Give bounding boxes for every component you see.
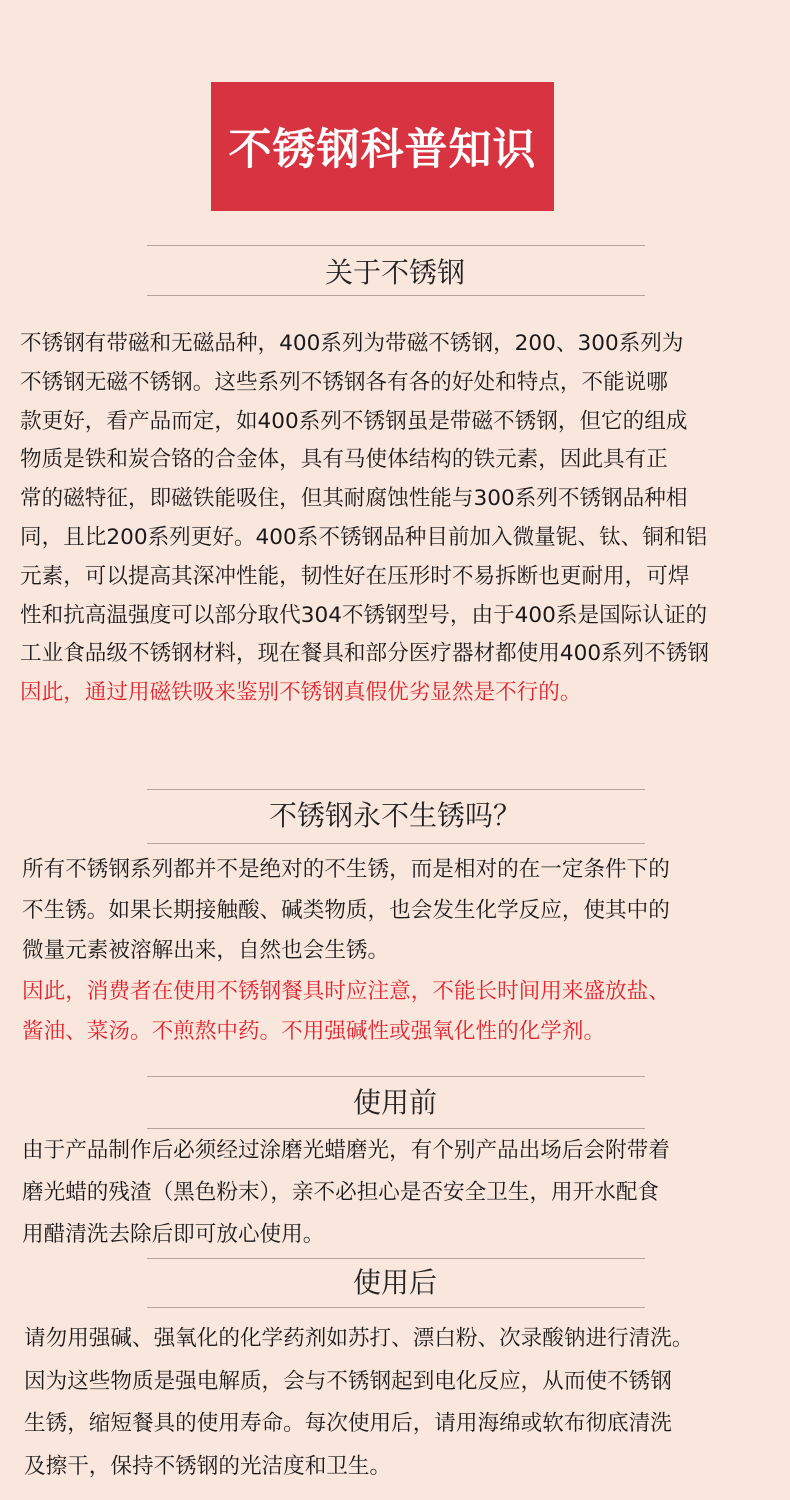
text-line: 性和抗高温强度可以部分取代304不锈钢型号，由于400系是国际认证的: [20, 602, 708, 628]
divider: [147, 1307, 645, 1308]
text-line: 常的磁特征，即磁铁能吸住，但其耐腐蚀性能与300系列不锈钢品种相: [20, 486, 688, 512]
divider: [147, 295, 645, 296]
text-line: 所有不锈钢系列都并不是绝对的不生锈，而是相对的在一定条件下的: [22, 857, 670, 882]
section-body-before-use: [22, 1130, 670, 1256]
section-heading-before-use: 使用前: [352, 1086, 437, 1119]
divider: [147, 1128, 645, 1129]
text-line: 款更好，看产品而定，如400系列不锈钢虽是带磁不锈钢，但它的组成: [20, 408, 688, 434]
page-title: 不锈钢科普知识: [228, 125, 537, 175]
section-body-about: [20, 325, 709, 713]
divider: [147, 843, 645, 844]
text-line: 元素，可以提高其深冲性能，韧性好在压形时不易拆断也更耐用，可焊: [20, 563, 690, 589]
divider: [147, 245, 645, 246]
section-body-after-use: [24, 1318, 693, 1488]
text-line: 及擦干，保持不锈钢的光洁度和卫生。: [24, 1453, 392, 1479]
divider: [147, 789, 645, 790]
text-line: 工业食品级不锈钢材料，现在餐具和部分医疗器材都使用400系列不锈钢: [20, 641, 710, 667]
highlight-line: 因此，通过用磁铁吸来鉴别不锈钢真假优劣显然是不行的。: [20, 680, 582, 706]
divider: [147, 1076, 645, 1077]
text-line: 不锈钢有带磁和无磁品种，400系列为带磁不锈钢，200、300系列为: [20, 331, 684, 356]
text-line: 同，且比200系列更好。400系不锈钢品种目前加入微量铌、钛、铜和铝: [20, 524, 708, 550]
text-line: 用醋清洗去除后即可放心使用。: [22, 1222, 325, 1247]
text-line: 物质是铁和炭合铬的合金体，具有马使体结构的铁元素，因此具有正: [20, 447, 668, 473]
highlight-line: 因此，消费者在使用不锈钢餐具时应注意，不能长时间用来盛放盐、: [22, 978, 670, 1004]
text-line: 不生锈。如果长期接触酸、碱类物质，也会发生化学反应，使其中的: [22, 897, 670, 923]
text-line: 由于产品制作后必须经过涂磨光蜡磨光，有个别产品出场后会附带着: [22, 1138, 670, 1163]
text-line: 磨光蜡的残渣（黑色粉末），亲不必担心是否安全卫生，用开水配食: [22, 1180, 660, 1205]
divider: [147, 1258, 645, 1259]
text-line: 请勿用强碱、强氧化的化学药剂如苏打、漂白粉、次录酸钠进行清洗。: [24, 1326, 694, 1351]
title-banner: [211, 82, 554, 211]
section-heading-about: 关于不锈钢: [324, 256, 465, 289]
highlight-line: 酱油、菜汤。不煎熬中药。不用强碱性或强氧化性的化学剂。: [22, 1019, 606, 1045]
section-body-rust: [22, 850, 670, 1053]
text-line: 生锈，缩短餐具的使用寿命。每次使用后，请用海绵或软布彻底清洗: [24, 1411, 672, 1436]
section-heading-after-use: 使用后: [352, 1266, 437, 1299]
section-heading-rust: 不锈钢永不生锈吗？: [268, 799, 521, 832]
text-line: 因为这些物质是强电解质，会与不锈钢起到电化反应，从而使不锈钢: [24, 1368, 672, 1394]
text-line: 微量元素被溶解出来，自然也会生锈。: [22, 938, 390, 964]
text-line: 不锈钢无磁不锈钢。这些系列不锈钢各有各的好处和特点，不能说哪: [20, 369, 668, 395]
